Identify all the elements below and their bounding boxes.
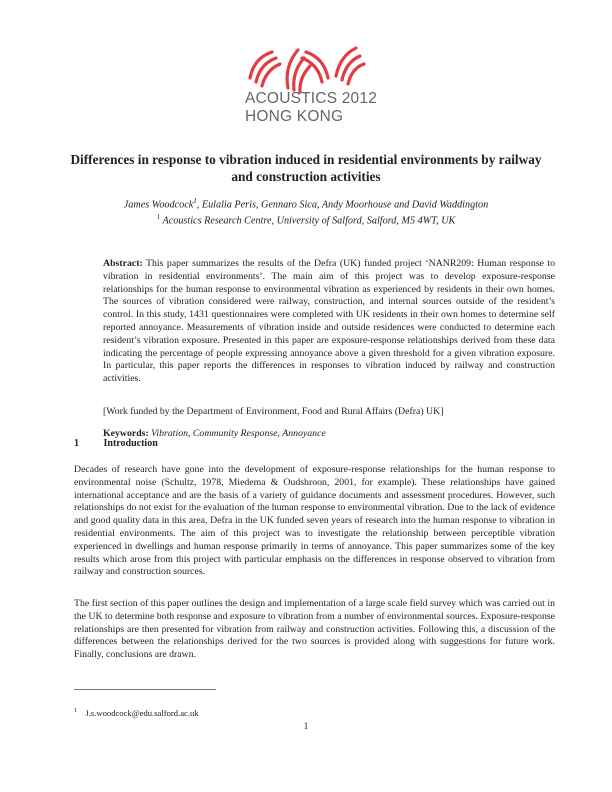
footnote-email: J.s.woodcock@edu.salford.ac.uk — [85, 707, 199, 718]
body-paragraph-2: The first section of this paper outlines the design and implementation of a large scale field survey which was carried out in the UK to determine both response and exposure to vibration from a number of environmental sources. Exposure-response relationships are then presented for vibration from railway and construction activities. Following this, a discussion of the differences between the relationships derived for the two sources is provided along with suggestions for future work. Finally, conclusions are drawn. — [74, 598, 555, 661]
first-author: James Woodcock — [123, 199, 194, 211]
affiliation-mark: 1 — [156, 213, 161, 222]
abstract-label: Abstract: — [103, 258, 143, 269]
sound-wave-logo-icon — [232, 36, 382, 96]
funding-note: [Work funded by the Department of Environment, Food and Rural Affairs (Defra) UK] — [103, 406, 444, 417]
conference-name: ACOUSTICS 2012 — [245, 90, 378, 107]
section-title: Introduction — [103, 438, 158, 449]
conference-logo — [228, 36, 388, 128]
page-number: 1 — [303, 722, 309, 732]
section-heading — [74, 438, 158, 449]
keywords — [103, 428, 555, 439]
paper-title: Differences in response to vibration induced in residential environments by railway and construction activities — [70, 152, 542, 184]
author-footnote-mark: 1 — [193, 197, 197, 205]
co-authors: , Eulalia Peris, Gennaro Sica, Andy Moorhouse and David Waddington — [196, 199, 489, 211]
author-block — [60, 195, 552, 228]
conference-location: HONG KONG — [245, 108, 344, 125]
author-list — [60, 195, 552, 211]
abstract — [103, 258, 555, 386]
keywords-label: Keywords: — [103, 428, 149, 439]
section-number: 1 — [74, 438, 79, 449]
keywords-text: Vibration, Community Response, Annoyance — [148, 428, 326, 439]
body-paragraph-1: Decades of research have gone into the development of exposure-response relationships for the human response to environmental noise (Schultz, 1978, Miedema & Oudshroon, 2001, for example). These relationships have gained international acceptance and are the basis of a variety of guidance documents and assessment procedures. However, such relationships do not exist for the evaluation of the human response to environmental vibration. Due to the lack of evidence and good quality data in this area, Defra in the UK funded seven years of research into the human response to vibration in residential environments. The aim of this project was to investigate the relationship between perceptible vibration experienced in dwellings and human response primarily in terms of annoyance. This paper summarizes some of the key results which arose from this project with particular emphasis on the differences in response observed to vibration from railway and construction sources. — [74, 464, 555, 578]
footnote-divider — [74, 689, 216, 690]
affiliation: Acoustics Research Centre, University of Salford, Salford, M5 4WT, UK — [160, 215, 456, 227]
footnote-mark: 1 — [74, 707, 78, 714]
abstract-text: This paper summarizes the results of the Defra (UK) funded project ‘NANR209: Human response to vibration in residential environments’. The main aim of this project was to develop exposure-response relationships for the human response to environmental vibration as experienced by residents in their own homes. The sources of vibration considered were railway, construction, and internal sources outside of the resident’s control. In this study, 1431 questionnaires were completed with UK residents in their own homes to determine self reported annoyance. Measurements of vibration inside and outside residences were conducted to determine each resident’s vibration exposure. Presented in this paper are exposure-response relationships derived from these data indicating the percentage of people expressing annoyance above a given threshold for a given vibration exposure. In particular, this paper reports the differences in responses to vibration induced by railway and construction activities. — [103, 258, 555, 385]
footnote — [74, 707, 199, 718]
affiliation-line — [60, 211, 552, 227]
